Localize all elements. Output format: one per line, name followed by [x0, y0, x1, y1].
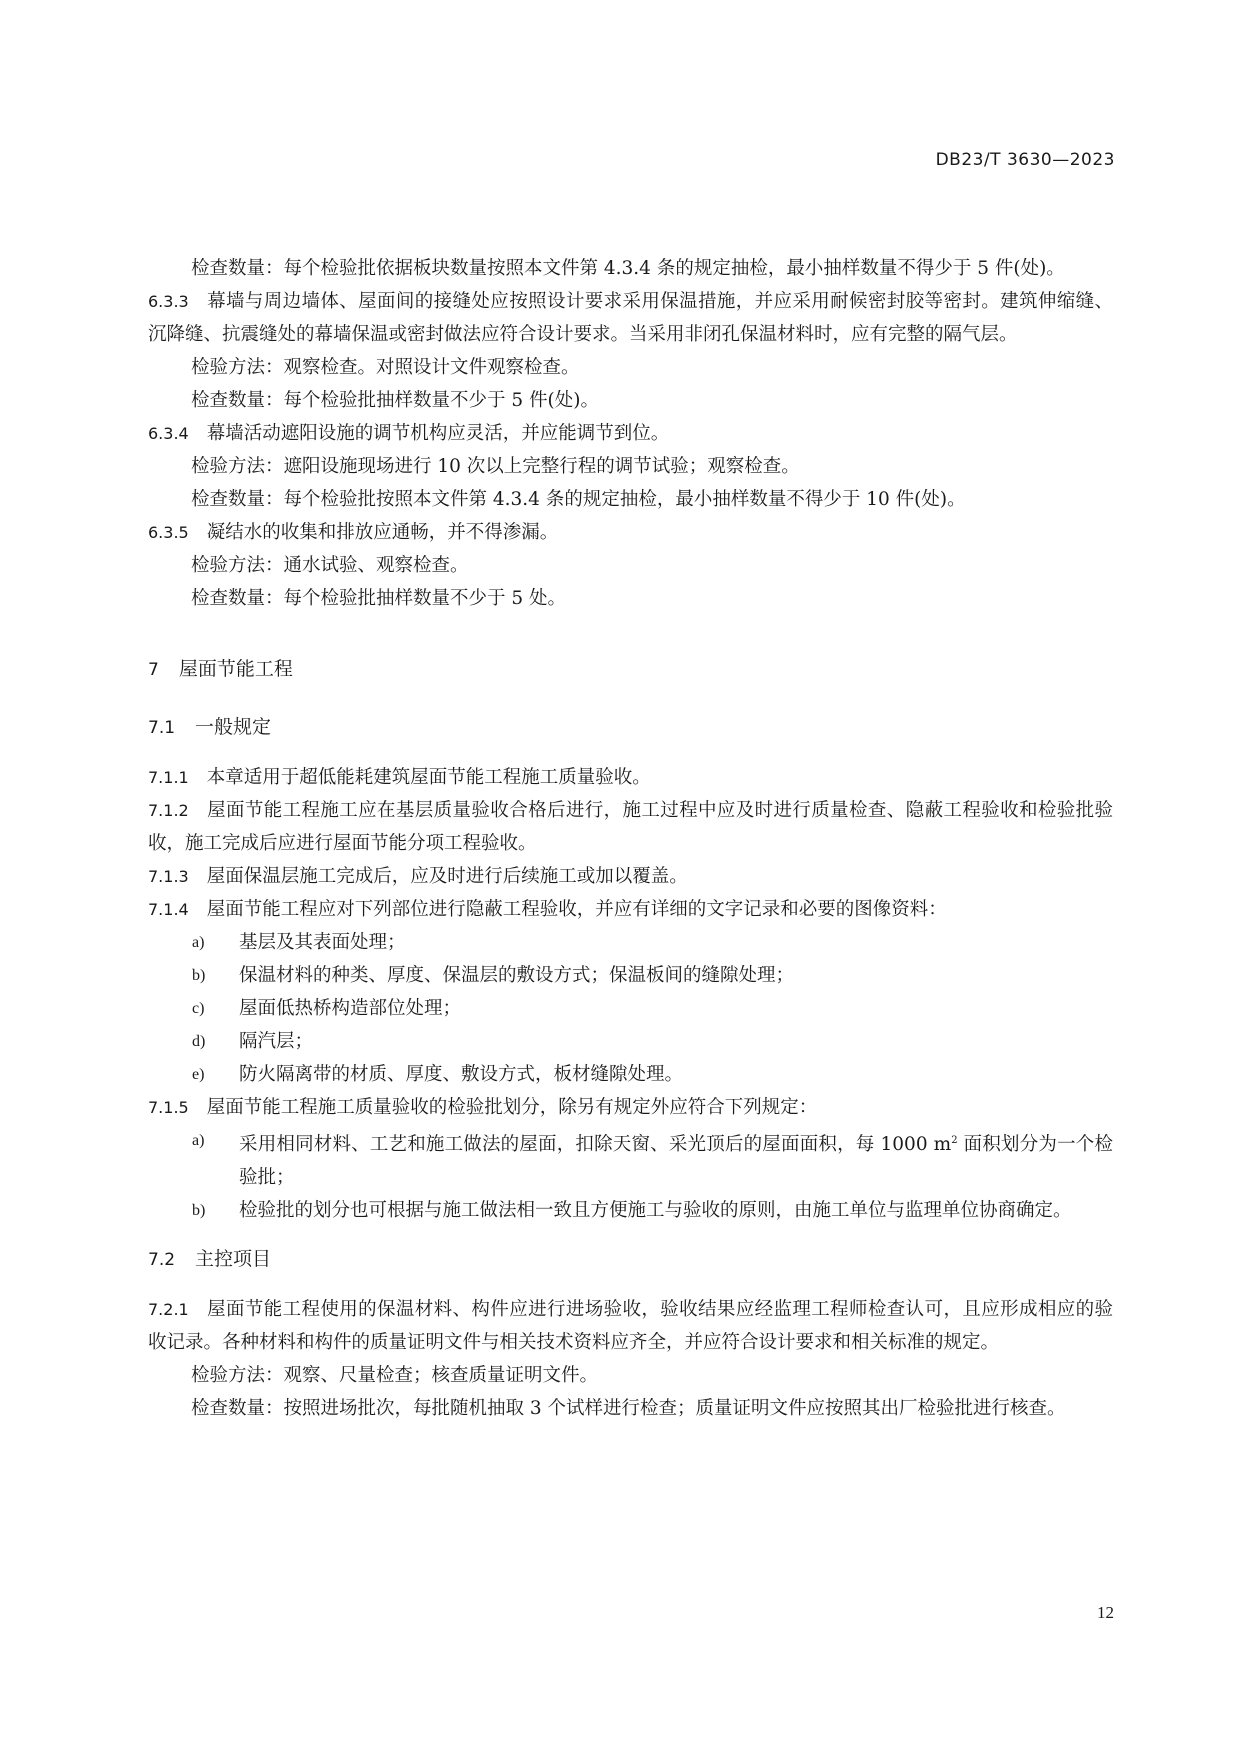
list-marker: a)	[192, 1132, 205, 1149]
clause-text: 屋面节能工程使用的保温材料、构件应进行进场验收，验收结果应经监理工程师检查认可，且应形成相应的验收记录。各种材料和构件的质量证明文件与相关技术资料应齐全，并应符合设计要求和相关标准的规定。	[148, 1299, 1113, 1354]
inspection-quantity: 检查数量：每个检验批抽样数量不少于 5 处。	[191, 588, 567, 609]
clause-number: 7.1.3	[148, 867, 189, 886]
section-heading-7-1	[148, 711, 1113, 745]
clause-7-1-1	[148, 761, 1113, 794]
inspection-method: 检验方法：遮阳设施现场进行 10 次以上完整行程的调节试验；观察检查。	[191, 456, 800, 477]
clause-text: 凝结水的收集和排放应通畅，并不得渗漏。	[206, 522, 559, 543]
inspection-method: 检验方法：通水试验、观察检查。	[191, 555, 469, 576]
clause-number: 7.1.2	[148, 801, 189, 820]
clause-number: 7.1.5	[148, 1098, 189, 1117]
list-marker: a)	[192, 934, 205, 951]
clause-text: 屋面节能工程施工应在基层质量验收合格后进行，施工过程中应及时进行质量检查、隐蔽工程验收和检验批验收，施工完成后应进行屋面节能分项工程验收。	[148, 800, 1113, 854]
document-body	[148, 252, 1113, 1425]
clause-text: 屋面节能工程应对下列部位进行隐蔽工程验收，并应有详细的文字记录和必要的图像资料：	[206, 899, 947, 920]
inspection-quantity: 检查数量：每个检验批抽样数量不少于 5 件(处)。	[191, 390, 599, 411]
list-item	[148, 1025, 1113, 1058]
clause-6-3-5	[148, 516, 1113, 549]
list-text: 检验批的划分也可根据与施工做法相一致且方便施工与验收的原则，由施工单位与监理单位协商确定。	[239, 1200, 1072, 1222]
clause-7-1-3	[148, 860, 1113, 893]
list-text: 屋面低热桥构造部位处理；	[239, 998, 462, 1019]
list-marker: c)	[192, 1000, 205, 1017]
clause-number: 7.1.4	[148, 900, 189, 919]
list-text	[239, 1124, 1113, 1194]
list-marker: b)	[192, 1202, 206, 1220]
list-item	[148, 959, 1113, 992]
chapter-heading	[148, 653, 1113, 687]
list-item	[148, 926, 1113, 959]
list-item	[148, 1058, 1113, 1091]
clause-7-2-1	[148, 1293, 1113, 1359]
clause-7-1-5	[148, 1091, 1113, 1124]
clause-number: 6.3.5	[148, 523, 189, 542]
section-number: 7.2	[148, 1250, 176, 1271]
list-item	[148, 992, 1113, 1025]
clause-text: 幕墙活动遮阳设施的调节机构应灵活，并应能调节到位。	[206, 423, 670, 444]
list-text-part: 面积划分为一个检验批；	[239, 1134, 1113, 1189]
standard-code: DB23/T 3630—2023	[935, 150, 1115, 170]
list-item	[148, 1194, 1113, 1227]
section-title: 一般规定	[195, 716, 272, 738]
clause-number: 6.3.4	[148, 424, 189, 443]
clause-text: 屋面节能工程施工质量验收的检验批划分，除另有规定外应符合下列规定：	[206, 1097, 818, 1118]
section-title: 主控项目	[195, 1248, 272, 1271]
superscript: 2	[951, 1135, 958, 1146]
inspection-quantity: 检查数量：按照进场批次，每批随机抽取 3 个试样进行检查；质量证明文件应按照其出厂检验批进行核查。	[191, 1398, 1066, 1420]
list-text: 保温材料的种类、厚度、保温层的敷设方式；保温板间的缝隙处理；	[239, 965, 795, 986]
chapter-number: 7	[148, 660, 159, 680]
list-text: 隔汽层；	[239, 1031, 314, 1052]
section-number: 7.1	[148, 718, 176, 738]
clause-7-1-4	[148, 893, 1113, 926]
list-marker: d)	[192, 1033, 206, 1050]
inspection-quantity: 检查数量：每个检验批按照本文件第 4.3.4 条的规定抽检，最小抽样数量不得少于 10 件(处)。	[191, 489, 966, 510]
list-marker: b)	[192, 967, 206, 984]
clause-number: 7.2.1	[148, 1300, 189, 1320]
clause-6-3-3	[148, 285, 1113, 351]
clause-number: 7.1.1	[148, 768, 189, 787]
list-text-part: 采用相同材料、工艺和施工做法的屋面，扣除天窗、采光顶后的屋面面积，每 1000 m	[239, 1134, 952, 1156]
list-item	[148, 1124, 1113, 1194]
inspection-method: 检验方法：观察检查。对照设计文件观察检查。	[191, 357, 580, 378]
section-heading-7-2	[148, 1243, 1113, 1277]
inspection-method: 检验方法：观察、尺量检查；核查质量证明文件。	[191, 1365, 599, 1387]
list-text: 防火隔离带的材质、厚度、敷设方式，板材缝隙处理。	[239, 1064, 684, 1085]
clause-text: 本章适用于超低能耗建筑屋面节能工程施工质量验收。	[206, 767, 651, 788]
clause-7-1-2	[148, 794, 1113, 860]
paragraph-inspection-quantity: 检查数量：每个检验批依据板块数量按照本文件第 4.3.4 条的规定抽检，最小抽样数量不得少于 5 件(处)。	[191, 258, 1065, 279]
clause-text: 屋面保温层施工完成后，应及时进行后续施工或加以覆盖。	[206, 866, 688, 887]
chapter-title: 屋面节能工程	[178, 658, 293, 680]
list-marker: e)	[192, 1066, 205, 1083]
clause-6-3-4	[148, 417, 1113, 450]
clause-text: 幕墙与周边墙体、屋面间的接缝处应按照设计要求采用保温措施，并应采用耐候密封胶等密封。建筑伸缩缝、沉降缝、抗震缝处的幕墙保温或密封做法应符合设计要求。当采用非闭孔保温材料时，应有完整的隔气层。	[148, 291, 1113, 345]
list-text: 基层及其表面处理；	[239, 932, 406, 953]
clause-number: 6.3.3	[148, 292, 189, 311]
page-number: 12	[1097, 1603, 1114, 1622]
